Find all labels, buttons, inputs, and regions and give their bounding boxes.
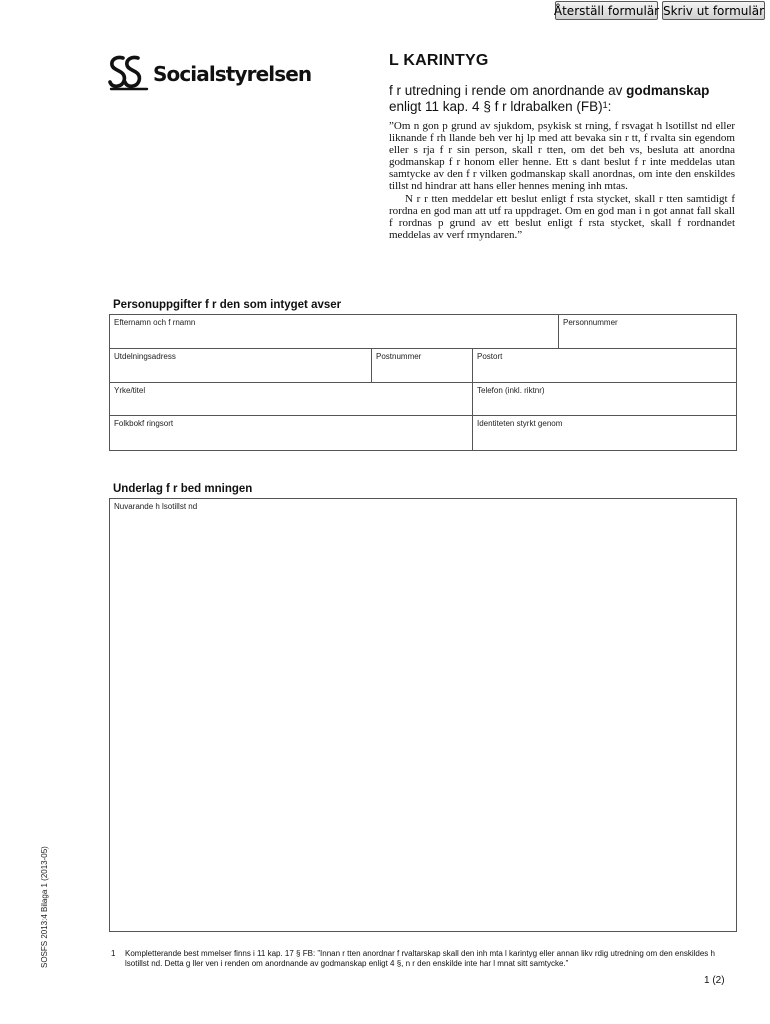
law-quote-paragraph-2: N r r tten meddelar ett beslut enligt f rsta stycket, skall r tten samtidigt f rordna en god man att utf ra uppdraget. Om en god man i n got annat fall skall f rordnas p grund av ett beslut enligt f rsta stycket, skall f rordnandet meddelas av verf rmyndaren.” — [389, 192, 735, 241]
footnote-number: 1 — [111, 949, 116, 958]
subtitle-emphasis: godmanskap — [626, 83, 710, 98]
registration-parish-field-label: Folkbokf ringsort — [114, 419, 174, 428]
page-number: 1 (2) — [704, 975, 725, 986]
footnote-reference: 1 — [602, 100, 608, 110]
personal-data-heading: Personuppgifter f r den som intyget avser — [113, 299, 342, 311]
footnote — [111, 949, 735, 969]
law-quote-paragraph-1: ”Om n gon p grund av sjukdom, psykisk st rning, f rsvagat h lsotillst nd eller liknande f rh llande beh ver hj lp med att bevaka sin r tt, f rvalta sin egendom eller s rja f r sin person, skall r tten, om det beh vs, besluta att anordna godmanskap f r honom eller henne. Ett s dant beslut f r inte meddelas utan samtycke av den f r vilken godmanskap skall anordnas, om inte den enskildes tillst nd hindrar att hans eller hennes mening inh mtas. — [389, 120, 735, 193]
document-title: L KARINTYG — [389, 52, 489, 69]
address-field-label: Utdelningsadress — [114, 352, 176, 361]
footnote-text: Kompletterande best mmelser finns i 11 kap. 17 § FB: ”Innan r tten anordnar f rvaltarskap skall den inh mta l karintyg eller annan likv rdig utredning om den enskildes h lsotillst nd. Detta g ller ven i renden om anordnande av godmanskap enligt 4 §, n r den enskilde inte har l mnat sitt samtycke.” — [125, 949, 715, 968]
subtitle-law-reference: enligt 11 kap. 4 § f r ldrabalken (FB) — [389, 99, 603, 114]
document-subtitle — [389, 83, 749, 115]
postal-code-field-label: Postnummer — [376, 352, 422, 361]
phone-field[interactable] — [473, 383, 736, 416]
personal-data-grid — [109, 314, 737, 451]
logo-text: Socialstyrelsen — [153, 62, 312, 86]
name-field[interactable] — [110, 315, 559, 349]
city-field-label: Postort — [477, 352, 503, 361]
personal-number-field[interactable] — [559, 315, 736, 349]
personal-number-field-label: Personnummer — [563, 318, 618, 327]
address-field[interactable] — [110, 349, 372, 383]
logo — [108, 52, 311, 92]
name-field-label: Efternamn och f rnamn — [114, 318, 196, 327]
assessment-basis-heading: Underlag f r bed mningen — [113, 483, 253, 495]
subtitle-colon: : — [607, 99, 612, 114]
identity-verified-field[interactable] — [473, 416, 736, 450]
registration-parish-field[interactable] — [110, 416, 473, 450]
current-health-label: Nuvarande h lsotillst nd — [114, 502, 198, 511]
current-health-textarea[interactable] — [109, 498, 737, 932]
identity-verified-field-label: Identiteten styrkt genom — [477, 419, 563, 428]
phone-field-label: Telefon (inkl. riktnr) — [477, 386, 545, 395]
occupation-field-label: Yrke/titel — [114, 386, 146, 395]
occupation-field[interactable] — [110, 383, 473, 416]
postal-code-field[interactable] — [372, 349, 473, 383]
reset-form-button[interactable]: Återställ formulär — [555, 1, 658, 20]
subtitle-text: f r utredning i rende om anordnande av — [389, 83, 627, 98]
print-form-button[interactable]: Skriv ut formulär — [662, 1, 765, 20]
socialstyrelsen-logo-icon — [108, 52, 150, 92]
city-field[interactable] — [473, 349, 736, 383]
regulation-reference: SOSFS 2013:4 Bilaga 1 (2013-05) — [40, 846, 49, 968]
law-quote — [389, 120, 735, 241]
